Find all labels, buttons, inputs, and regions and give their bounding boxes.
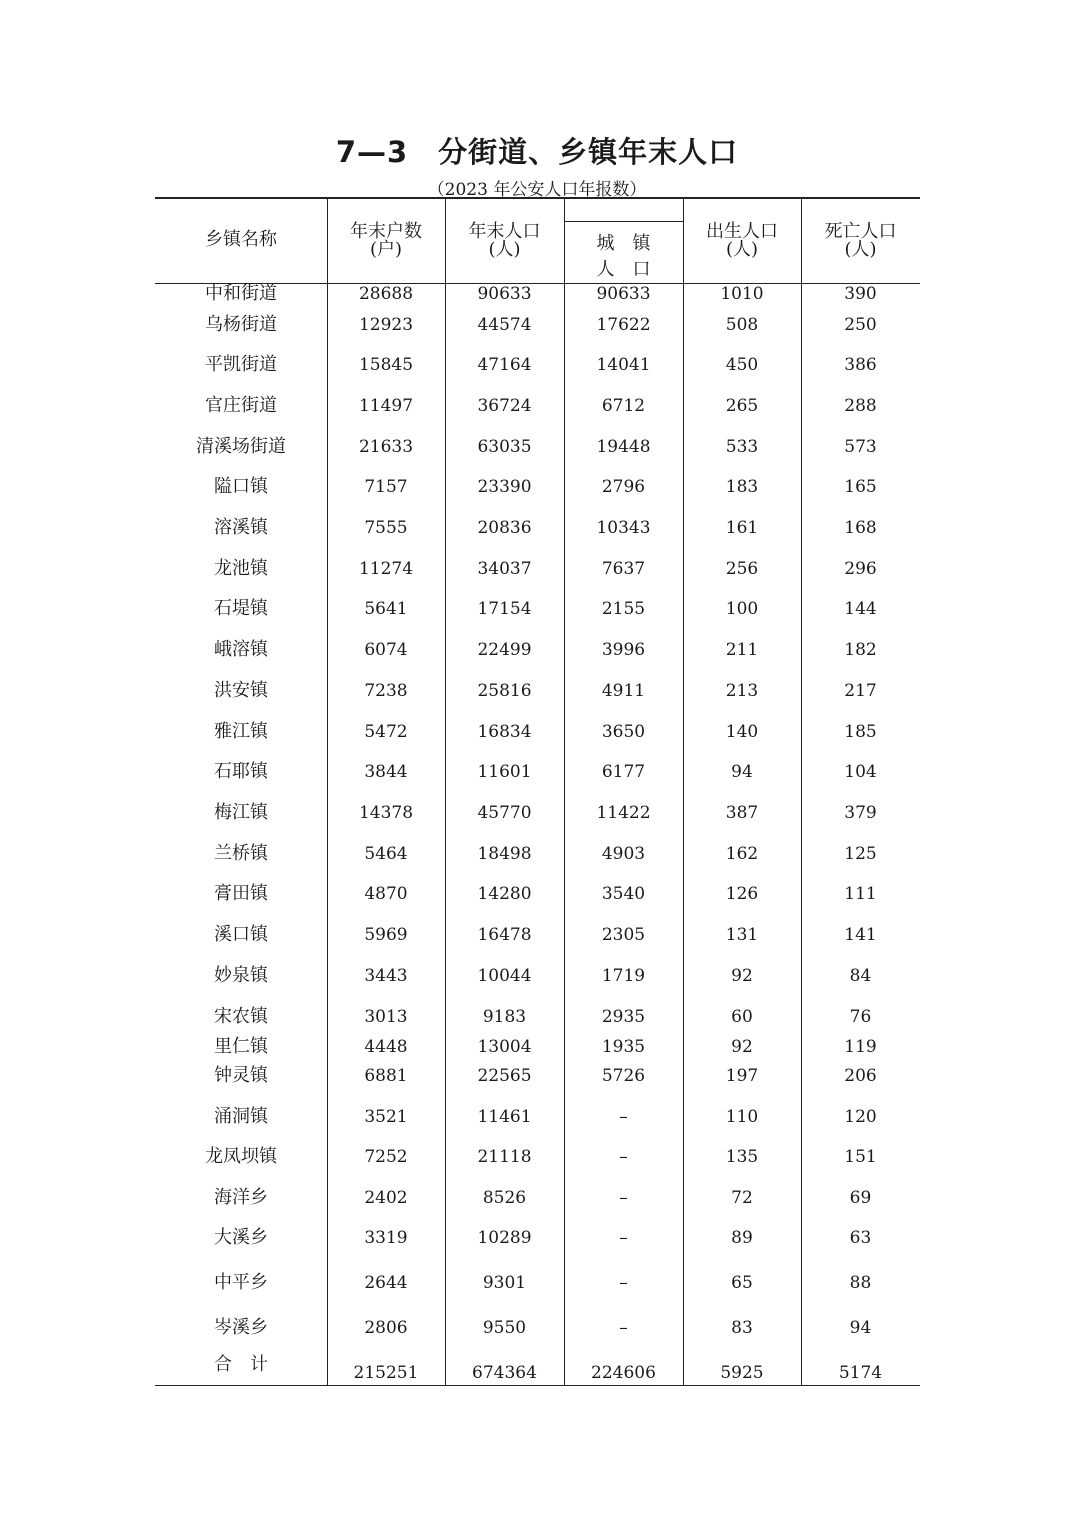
township-name-cell: 岑溪乡: [214, 1317, 268, 1338]
population-cell: 25816: [477, 681, 532, 701]
urban-population-cell: 5726: [601, 1066, 646, 1086]
households-cell: 3521: [364, 1107, 408, 1127]
births-cell: 508: [725, 315, 759, 335]
births-cell: 161: [725, 518, 759, 538]
deaths-cell: 217: [844, 681, 877, 701]
households-cell: 3443: [364, 966, 408, 986]
population-cell: 14280: [477, 884, 532, 904]
population-cell: 45770: [477, 803, 532, 823]
births-cell: 94: [731, 762, 753, 782]
urban-population-cell: 7637: [601, 559, 646, 579]
households-cell: 2402: [364, 1188, 408, 1208]
households-cell: 12923: [358, 315, 414, 335]
population-cell: 22565: [477, 1066, 532, 1086]
page-title: 7—3 分街道、乡镇年末人口: [335, 135, 739, 169]
township-name-cell: 龙池镇: [214, 558, 268, 579]
township-name-cell: 兰桥镇: [214, 843, 268, 864]
township-name-cell: 龙凤坝镇: [205, 1146, 277, 1167]
population-cell: 9301: [482, 1273, 527, 1293]
households-cell: 3319: [364, 1228, 408, 1248]
population-cell: 63035: [477, 437, 532, 457]
births-cell: 83: [731, 1318, 753, 1338]
township-name-cell: 海洋乡: [214, 1187, 268, 1208]
header-deaths: 死亡人口 (人): [824, 221, 897, 260]
deaths-cell: 63: [849, 1228, 872, 1248]
births-cell: 110: [725, 1107, 759, 1127]
households-cell: 3013: [364, 1007, 408, 1027]
urban-population-cell: 6177: [601, 762, 646, 782]
deaths-cell: 104: [844, 762, 877, 782]
households-cell: 11497: [358, 396, 414, 416]
total-deaths-cell: 5174: [838, 1363, 883, 1383]
deaths-cell: 119: [844, 1037, 877, 1057]
township-name-cell: 石耶镇: [214, 761, 268, 782]
urban-subheader-line: [564, 221, 683, 222]
households-cell: 2806: [364, 1318, 408, 1338]
births-cell: 131: [725, 925, 759, 945]
total-urban-population-cell: 224606: [591, 1363, 656, 1383]
population-cell: 20836: [477, 518, 532, 538]
births-cell: 265: [725, 396, 759, 416]
population-cell: 10289: [477, 1228, 532, 1248]
households-cell: 5472: [364, 722, 408, 742]
population-table: [155, 197, 920, 1386]
deaths-cell: 379: [844, 803, 877, 823]
households-cell: 5641: [364, 599, 408, 619]
total-births-cell: 5925: [720, 1363, 764, 1383]
township-name-cell: 平凯街道: [205, 354, 277, 375]
deaths-cell: 288: [844, 396, 877, 416]
population-cell: 9183: [482, 1007, 527, 1027]
deaths-cell: 125: [844, 844, 877, 864]
population-cell: 11461: [477, 1107, 532, 1127]
page-subtitle: （2023 年公安人口年报数）: [427, 180, 647, 200]
births-cell: 72: [731, 1188, 753, 1208]
deaths-cell: 84: [849, 966, 872, 986]
births-cell: 213: [725, 681, 759, 701]
deaths-cell: 206: [844, 1066, 877, 1086]
population-cell: 22499: [477, 640, 532, 660]
deaths-cell: 296: [844, 559, 877, 579]
households-cell: 3844: [364, 762, 408, 782]
township-name-cell: 宋农镇: [214, 1006, 268, 1027]
deaths-cell: 390: [844, 284, 877, 304]
township-name-cell: 隘口镇: [214, 476, 268, 497]
households-cell: 7238: [364, 681, 408, 701]
population-cell: 16478: [477, 925, 532, 945]
population-cell: 8526: [482, 1188, 527, 1208]
births-cell: 533: [725, 437, 759, 457]
births-cell: 1010: [720, 284, 764, 304]
township-name-cell: 膏田镇: [214, 883, 268, 904]
deaths-cell: 185: [844, 722, 877, 742]
births-cell: 92: [731, 966, 753, 986]
urban-population-cell: 3540: [601, 884, 646, 904]
header-population: 年末人口 (人): [468, 221, 541, 260]
township-name-cell: 钟灵镇: [214, 1065, 268, 1086]
households-cell: 6074: [364, 640, 408, 660]
urban-population-cell: 1935: [601, 1037, 646, 1057]
births-cell: 89: [731, 1228, 753, 1248]
urban-population-cell: 14041: [596, 355, 651, 375]
births-cell: 387: [725, 803, 759, 823]
township-name-cell: 中和街道: [205, 283, 277, 304]
deaths-cell: 182: [844, 640, 877, 660]
total-label: 合 计: [214, 1354, 268, 1375]
township-name-cell: 中平乡: [214, 1272, 268, 1293]
households-cell: 5464: [364, 844, 408, 864]
urban-population-cell: 1719: [601, 966, 646, 986]
deaths-cell: 69: [849, 1188, 872, 1208]
population-cell: 36724: [477, 396, 532, 416]
total-households-cell: 215251: [353, 1363, 419, 1383]
births-cell: 92: [731, 1037, 753, 1057]
households-cell: 28688: [358, 284, 414, 304]
urban-population-cell: 10343: [596, 518, 651, 538]
deaths-cell: 88: [849, 1273, 872, 1293]
population-cell: 9550: [482, 1318, 527, 1338]
population-cell: 18498: [477, 844, 532, 864]
township-name-cell: 石堤镇: [214, 598, 268, 619]
urban-population-cell: 19448: [596, 437, 651, 457]
township-name-cell: 溪口镇: [214, 924, 268, 945]
births-cell: 256: [725, 559, 759, 579]
households-cell: 14378: [358, 803, 414, 823]
births-cell: 140: [725, 722, 759, 742]
population-cell: 16834: [477, 722, 532, 742]
urban-population-cell: 6712: [601, 396, 646, 416]
township-name-cell: 乌杨街道: [205, 314, 277, 335]
township-name-cell: 官庄街道: [205, 395, 277, 416]
deaths-cell: 76: [849, 1007, 872, 1027]
households-cell: 15845: [358, 355, 414, 375]
population-cell: 47164: [477, 355, 532, 375]
urban-population-cell: 17622: [596, 315, 651, 335]
population-cell: 13004: [477, 1037, 532, 1057]
urban-population-cell: 90633: [596, 284, 651, 304]
township-name-cell: 大溪乡: [214, 1227, 268, 1248]
population-cell: 17154: [477, 599, 532, 619]
population-cell: 90633: [477, 284, 532, 304]
urban-population-cell: –: [619, 1273, 628, 1293]
births-cell: 100: [725, 599, 759, 619]
households-cell: 11274: [358, 559, 414, 579]
deaths-cell: 144: [844, 599, 877, 619]
households-cell: 7157: [364, 477, 408, 497]
population-cell: 10044: [477, 966, 532, 986]
urban-population-cell: 11422: [596, 803, 651, 823]
deaths-cell: 120: [844, 1107, 877, 1127]
township-name-cell: 溶溪镇: [214, 517, 268, 538]
population-cell: 11601: [477, 762, 532, 782]
urban-population-cell: 2305: [601, 925, 646, 945]
township-name-cell: 雅江镇: [214, 721, 268, 742]
births-cell: 135: [725, 1147, 759, 1167]
deaths-cell: 165: [844, 477, 877, 497]
urban-population-cell: 2935: [601, 1007, 646, 1027]
urban-population-cell: 4911: [601, 681, 646, 701]
deaths-cell: 111: [844, 884, 877, 904]
households-cell: 4870: [364, 884, 408, 904]
households-cell: 6881: [364, 1066, 408, 1086]
urban-population-cell: 4903: [601, 844, 646, 864]
births-cell: 197: [725, 1066, 759, 1086]
header-births: 出生人口 (人): [706, 221, 778, 260]
urban-population-cell: –: [619, 1228, 628, 1248]
households-cell: 4448: [364, 1037, 408, 1057]
deaths-cell: 573: [844, 437, 877, 457]
births-cell: 183: [725, 477, 759, 497]
township-name-cell: 妙泉镇: [214, 965, 268, 986]
deaths-cell: 386: [844, 355, 877, 375]
population-cell: 44574: [477, 315, 532, 335]
header-urban-population: 城 镇 人 口: [596, 233, 651, 280]
births-cell: 162: [725, 844, 759, 864]
urban-population-cell: –: [619, 1107, 628, 1127]
population-cell: 21118: [477, 1147, 532, 1167]
urban-population-cell: 2155: [601, 599, 646, 619]
households-cell: 7252: [364, 1147, 408, 1167]
households-cell: 5969: [364, 925, 408, 945]
header-households: 年末户数 (户): [350, 221, 422, 260]
households-cell: 21633: [358, 437, 414, 457]
township-name-cell: 峨溶镇: [214, 639, 268, 660]
births-cell: 60: [731, 1007, 753, 1027]
households-cell: 7555: [364, 518, 408, 538]
township-name-cell: 梅江镇: [214, 802, 268, 823]
population-cell: 34037: [477, 559, 532, 579]
urban-population-cell: –: [619, 1318, 628, 1338]
deaths-cell: 151: [844, 1147, 877, 1167]
deaths-cell: 168: [844, 518, 877, 538]
births-cell: 211: [725, 640, 759, 660]
urban-population-cell: 3650: [601, 722, 646, 742]
deaths-cell: 94: [849, 1318, 872, 1338]
deaths-cell: 250: [844, 315, 877, 335]
urban-population-cell: –: [619, 1147, 628, 1167]
population-cell: 23390: [477, 477, 532, 497]
total-population-cell: 674364: [472, 1363, 537, 1383]
births-cell: 450: [725, 355, 759, 375]
township-name-cell: 涌洞镇: [214, 1106, 268, 1127]
township-name-cell: 里仁镇: [214, 1036, 268, 1057]
township-name-cell: 清溪场街道: [196, 436, 286, 457]
township-name-cell: 洪安镇: [214, 680, 268, 701]
births-cell: 65: [731, 1273, 753, 1293]
header-name: 乡镇名称: [205, 229, 277, 250]
urban-population-cell: 3996: [601, 640, 646, 660]
urban-population-cell: –: [619, 1188, 628, 1208]
households-cell: 2644: [364, 1273, 408, 1293]
deaths-cell: 141: [844, 925, 877, 945]
births-cell: 126: [725, 884, 759, 904]
urban-population-cell: 2796: [601, 477, 646, 497]
